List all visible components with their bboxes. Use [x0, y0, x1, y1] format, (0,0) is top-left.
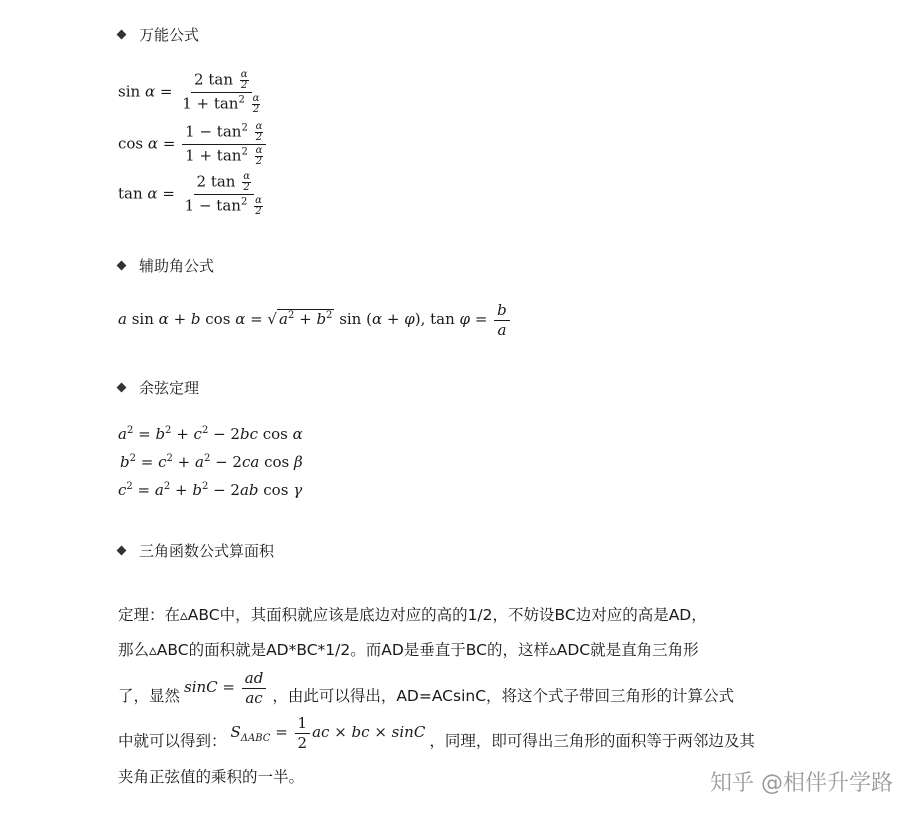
text-segment: ，由此可以得出，AD=ACsinC，将这个式子带回三角形的计算公式	[272, 687, 735, 706]
formula-tan-universal: tan α = 2 tan $\frac{\alpha}{2}$ $1 - \tan^2$ $\frac{\alpha}{2}$	[118, 171, 262, 217]
section-title: 万能公式	[139, 26, 200, 44]
section-cosine-law	[118, 377, 199, 398]
text-segment: 中就可以得到：	[118, 732, 227, 751]
formula-sinC: sinC = $\frac{ad}{ac}$	[184, 670, 268, 706]
paragraph-line-5: 夹角正弦值的乘积的一半。	[118, 768, 305, 786]
bullet-icon	[117, 261, 127, 271]
bullet-icon	[117, 383, 127, 393]
paragraph-line-2: 那么▵ABC的面积就是AD*BC*1/2。而AD是垂直于BC的，这样▵ADC就是直角三角形	[118, 641, 699, 659]
formula-cosine-a: $a^2 = b^2 + c^2 - 2bc$ cos α	[118, 425, 303, 443]
paragraph-line-4	[118, 715, 755, 751]
bullet-icon	[117, 546, 127, 556]
watermark: 知乎 @相伴升学路	[710, 771, 893, 796]
formula-auxiliary: a sin α + b cos α = √ $a^2 + b^2$ sin (α + φ), tan φ = $\frac{b}{a}$	[118, 302, 512, 338]
formula-area: $S_{\Delta ABC}$ = $\frac{1}{2}$ ac × bc × sinC	[230, 714, 426, 752]
section-universal-formula	[118, 24, 199, 45]
bullet-icon	[117, 30, 127, 40]
text-segment: ，同理，即可得出三角形的面积等于两邻边及其	[429, 732, 755, 751]
section-title: 辅助角公式	[139, 257, 215, 275]
formula-cosine-b: $b^2 = c^2 + a^2 - 2ca$ cos β	[120, 453, 303, 471]
section-title: 余弦定理	[139, 379, 200, 397]
text-segment: 了，显然	[118, 687, 181, 706]
section-title: 三角函数公式算面积	[139, 542, 275, 560]
paragraph-line-1: 定理：在▵ABC中，其面积就应该是底边对应的高的1/2，不妨设BC边对应的高是AD，	[118, 606, 707, 624]
section-auxiliary-angle	[118, 255, 214, 276]
paragraph-line-3	[118, 670, 734, 706]
formula-cos-universal: cos α = $1 - \tan^2$ $\frac{\alpha}{2}$ $1 + \tan^2$ $\frac{\alpha}{2}$	[118, 122, 268, 167]
formula-cosine-c: $c^2 = a^2 + b^2 - 2ab$ cos γ	[118, 481, 303, 499]
formula-sin-universal: sin α = 2 tan $\frac{\alpha}{2}$ $1 + \tan^2$ $\frac{\alpha}{2}$	[118, 69, 260, 115]
section-area	[118, 540, 274, 561]
